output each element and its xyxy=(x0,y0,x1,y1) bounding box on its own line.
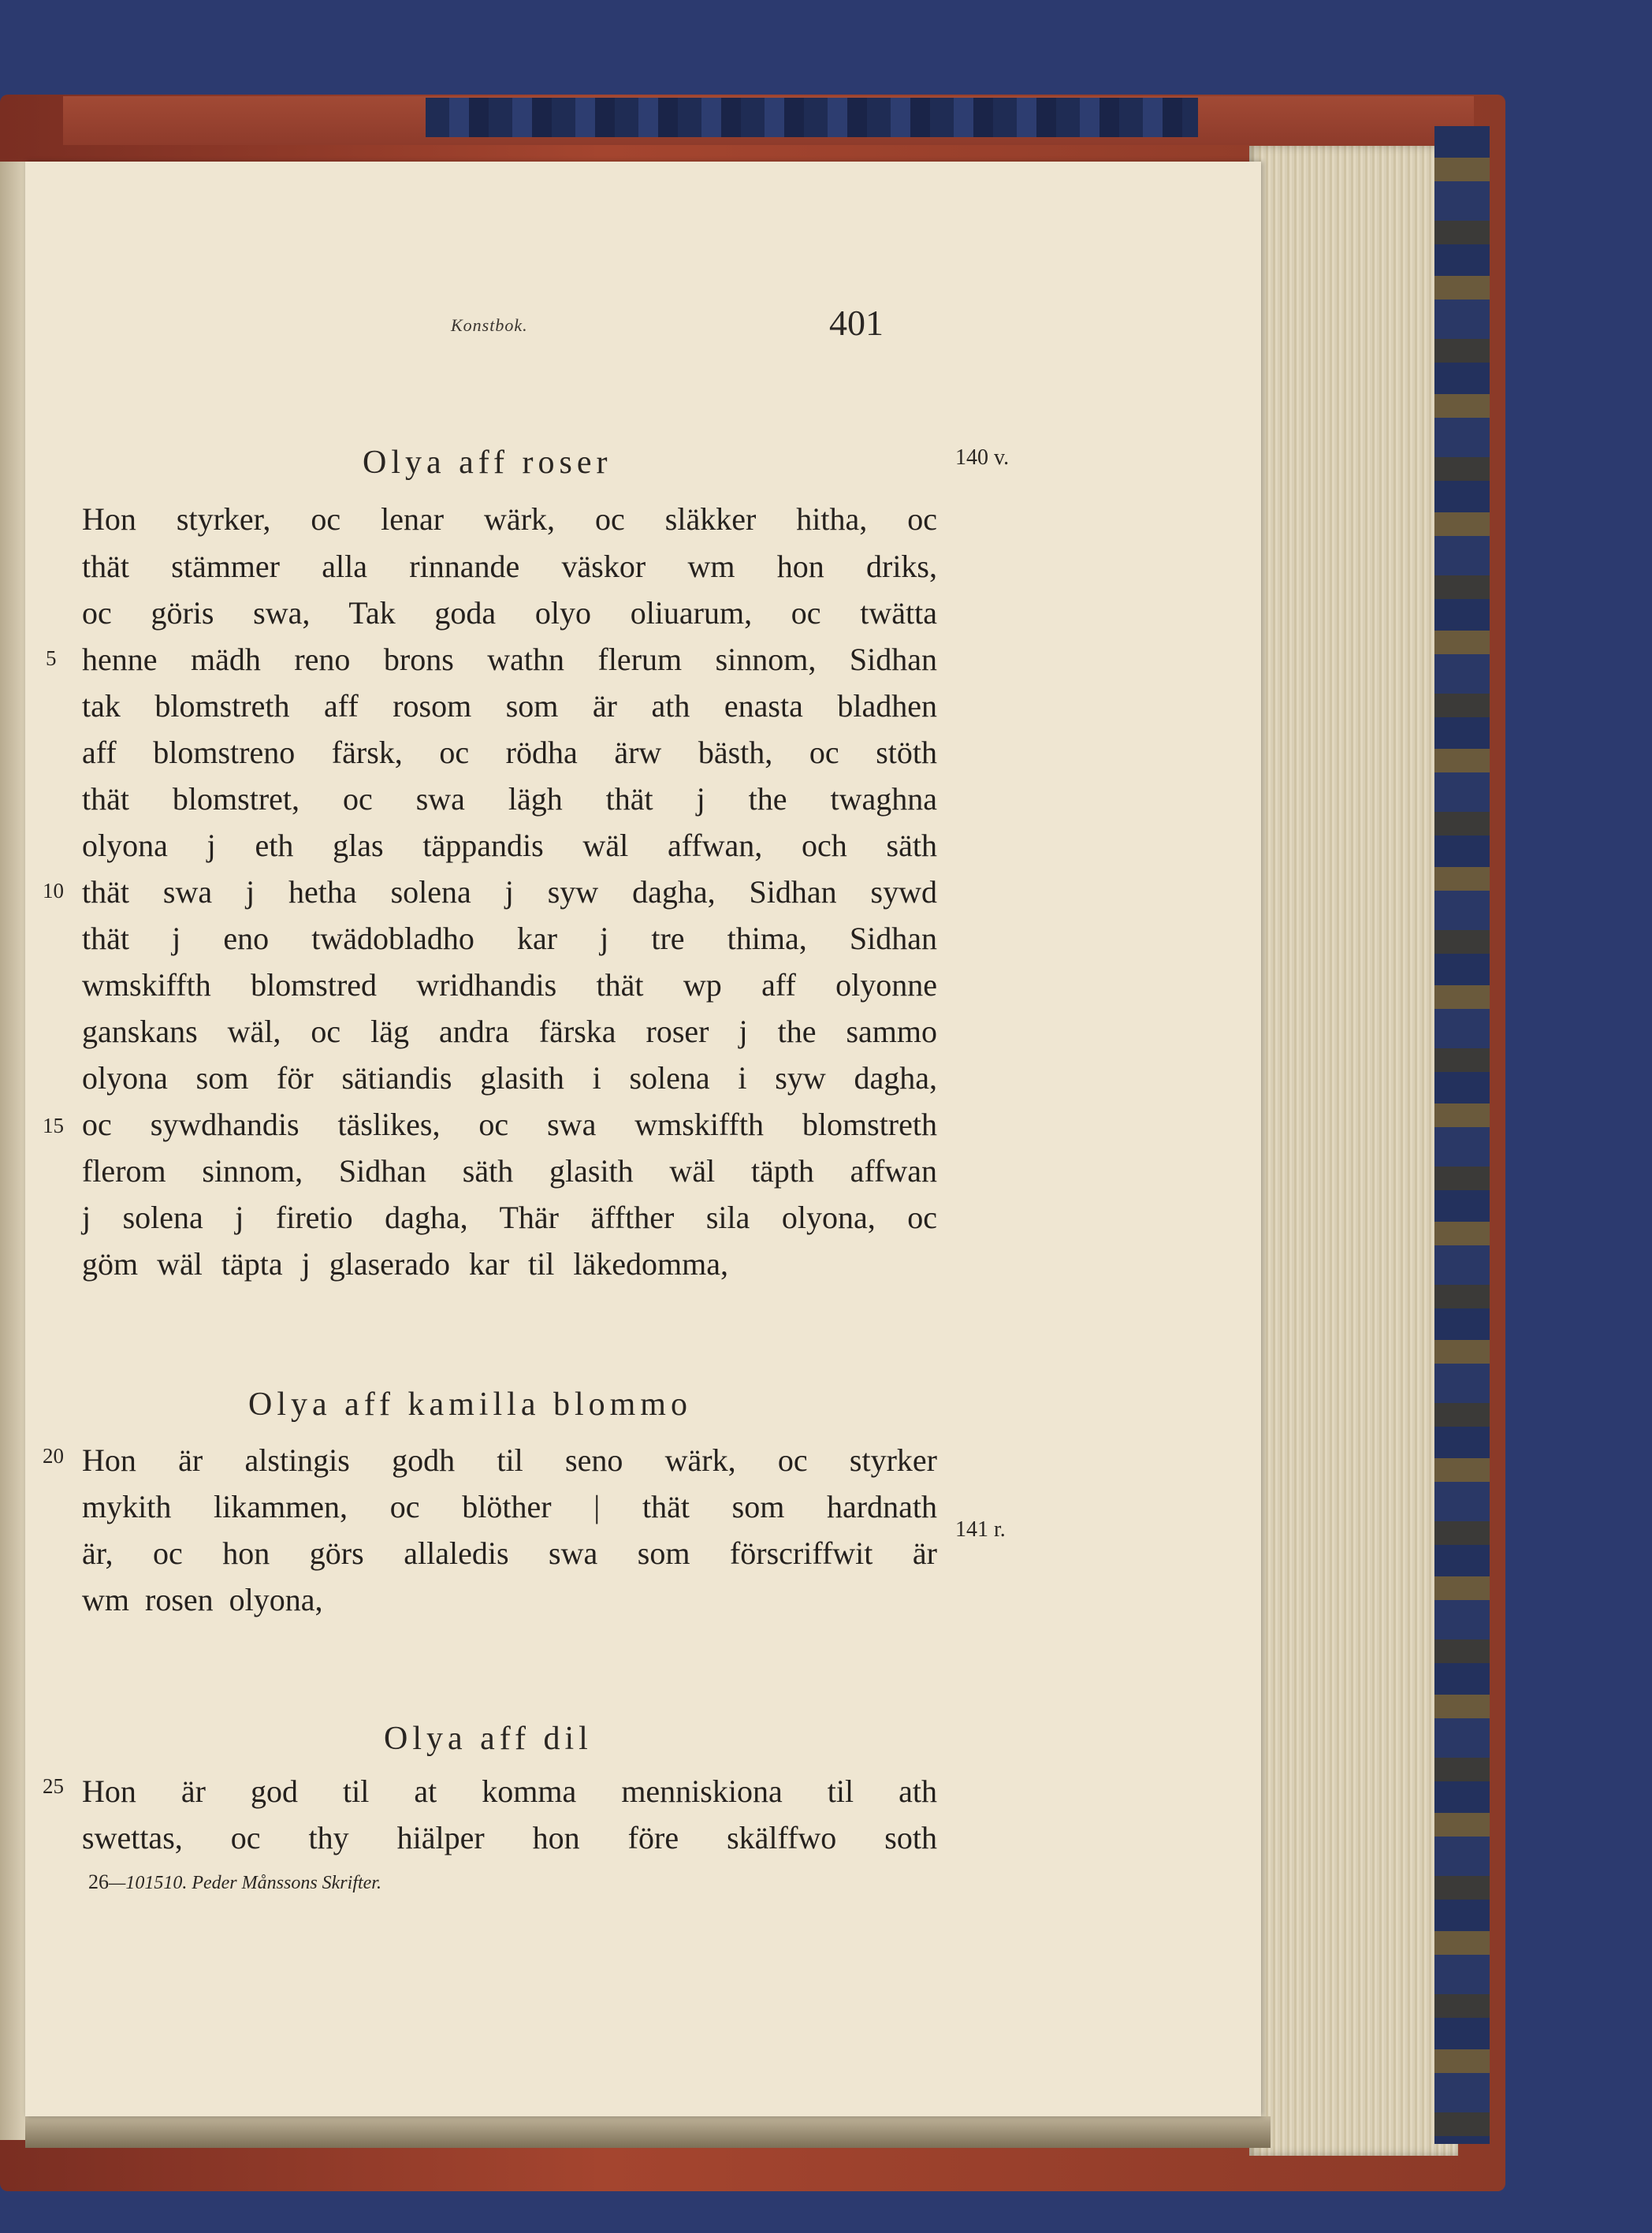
signature-number: 26 xyxy=(88,1870,109,1893)
text-line: Hon styrker, oc lenar wärk, oc släkker hitha, oc xyxy=(82,501,937,537)
page-edges xyxy=(1249,146,1458,2156)
text-line: thät j eno twädobladho kar j tre thima, Sidhan xyxy=(82,921,937,956)
page-number: 401 xyxy=(829,303,884,343)
text-line: wmskiffth blomstred wridhandis thät wp aff olyonne xyxy=(82,967,937,1003)
text-line: olyona som för sätiandis glasith i solena i syw dagha, xyxy=(82,1060,937,1096)
spine-headband xyxy=(426,98,1198,137)
spine-cloth xyxy=(1434,126,1490,2144)
line-number: 10 xyxy=(43,879,64,903)
text-line: tak blomstreth aff rosom som är ath enasta bladhen xyxy=(82,688,937,724)
text-line: henne mädh reno brons wathn flerum sinnom, Sidhan xyxy=(82,642,937,677)
text-line: thät stämmer alla rinnande väskor wm hon driks, xyxy=(82,549,937,584)
text-line: oc sywdhandis täslikes, oc swa wmskiffth blomstreth xyxy=(82,1107,937,1142)
line-number: 5 xyxy=(46,646,57,670)
text-line: swettas, oc thy hiälper hon före skälffwo soth xyxy=(82,1820,937,1855)
margin-note-folio: 140 v. xyxy=(955,445,1010,470)
text-line: aff blomstreno färsk, oc rödha ärw bästh, oc stöth xyxy=(82,735,937,770)
section-title: Olya aff kamilla blommo xyxy=(248,1386,692,1423)
page-bottom-shadow xyxy=(25,2116,1271,2148)
margin-note-folio: 141 r. xyxy=(955,1517,1006,1542)
text-line: wm rosen olyona, xyxy=(82,1582,323,1617)
section-title: Olya aff roser xyxy=(363,445,612,481)
text-line: thät swa j hetha solena j syw dagha, Sidhan sywd xyxy=(82,874,937,910)
line-number: 25 xyxy=(43,1774,64,1798)
line-number: 15 xyxy=(43,1114,64,1137)
footer-text: —101510. Peder Månssons Skrifter. xyxy=(109,1873,381,1893)
section-title: Olya aff dil xyxy=(384,1721,593,1757)
text-line: ganskans wäl, oc läg andra färska roser j the sammo xyxy=(82,1014,937,1049)
text-line: j solena j firetio dagha, Thär äffther sila olyona, oc xyxy=(82,1200,937,1235)
text-line: Hon är alstingis godh til seno wärk, oc styrker xyxy=(82,1442,937,1478)
text-line: oc göris swa, Tak goda olyo oliuarum, oc twätta xyxy=(82,595,937,631)
running-title: Konstbok. xyxy=(451,315,528,335)
text-line: är, oc hon görs allaledis swa som förscriffwit är xyxy=(82,1535,937,1571)
signature-footer xyxy=(88,1870,381,1894)
text-line: flerom sinnom, Sidhan säth glasith wäl täpth affwan xyxy=(82,1153,937,1189)
line-number: 20 xyxy=(43,1444,64,1468)
book-page xyxy=(25,162,1261,2116)
text-line: göm wäl täpta j glaserado kar til läkedomma, xyxy=(82,1246,728,1282)
text-line: olyona j eth glas täppandis wäl affwan, och säth xyxy=(82,828,937,863)
text-line: mykith likammen, oc blöther | thät som hardnath xyxy=(82,1489,937,1524)
text-line: Hon är god til at komma menniskiona til ath xyxy=(82,1773,937,1809)
text-line: thät blomstret, oc swa lägh thät j the twaghna xyxy=(82,781,937,817)
